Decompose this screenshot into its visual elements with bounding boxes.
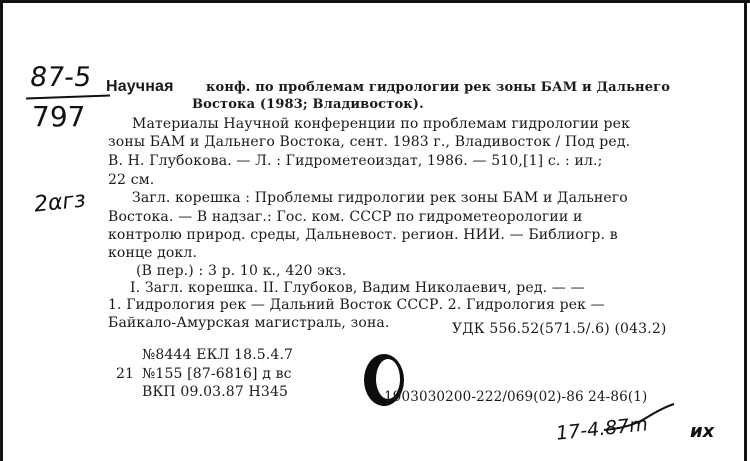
body-line: зоны БАМ и Дальнего Востока, сент. 1983 г., Владивосток / Под ред. bbox=[108, 134, 631, 150]
body-line: В. Н. Глубокова. — Л. : Гидрометеоиздат, 1986. — 510,[1] с. : ил.; bbox=[108, 153, 603, 169]
underline-stroke-icon bbox=[600, 400, 680, 434]
card-border-right bbox=[744, 0, 747, 461]
entry-heading-line2: Востока (1983; Владивосток). bbox=[192, 97, 424, 112]
body-line: конце докл. bbox=[108, 245, 198, 261]
body-line: 22 см. bbox=[108, 172, 155, 188]
footer-line-1: №8444 ЕКЛ 18.5.4.7 bbox=[142, 347, 294, 363]
handwritten-date-note: 17-4.87m bbox=[555, 413, 649, 445]
publication-code: 1903030200-222/069(02)-86 24-86(1) bbox=[384, 389, 648, 405]
entry-heading-word: Научная bbox=[106, 78, 174, 95]
footer-line-2-prefix: 21 bbox=[116, 366, 135, 382]
handwritten-initials: их bbox=[690, 421, 715, 442]
shelf-mark-bottom: 797 bbox=[32, 100, 86, 133]
body-line: 1. Гидрология рек — Дальний Восток СССР. 2. Гидрология рек — bbox=[108, 297, 605, 313]
margin-handwritten-mark: 2αгз bbox=[32, 187, 87, 218]
body-line: Байкало-Амурская магистраль, зона. bbox=[108, 315, 390, 331]
entry-heading-rest: конф. по проблемам гидрологии рек зоны БАМ и Дальнего bbox=[206, 80, 671, 95]
footer-line-3: ВКП 09.03.87 Н345 bbox=[142, 384, 289, 400]
body-line: Востока. — В надзаг.: Гос. ком. СССР по гидрометеорологии и bbox=[108, 209, 583, 225]
footer-line-2: №155 [87-6816] д вс bbox=[142, 366, 292, 382]
body-line: Загл. корешка : Проблемы гидрологии рек зоны БАМ и Дальнего bbox=[132, 190, 628, 206]
udc-code: УДК 556.52(571.5/.6) (043.2) bbox=[452, 321, 667, 337]
body-line: I. Загл. корешка. II. Глубоков, Вадим Николаевич, ред. — — bbox=[130, 280, 585, 296]
shelf-mark-divider bbox=[26, 95, 110, 100]
card-border-left bbox=[0, 0, 3, 461]
body-line: контролю природ. среды, Дальневост. регион. НИИ. — Библиогр. в bbox=[108, 227, 618, 243]
body-line: (В пер.) : 3 р. 10 к., 420 экз. bbox=[136, 263, 347, 279]
shelf-mark-top: 87-5 bbox=[27, 62, 94, 93]
body-line: Материалы Научной конференции по проблемам гидрологии рек bbox=[132, 116, 630, 132]
card-border-top bbox=[0, 0, 750, 3]
